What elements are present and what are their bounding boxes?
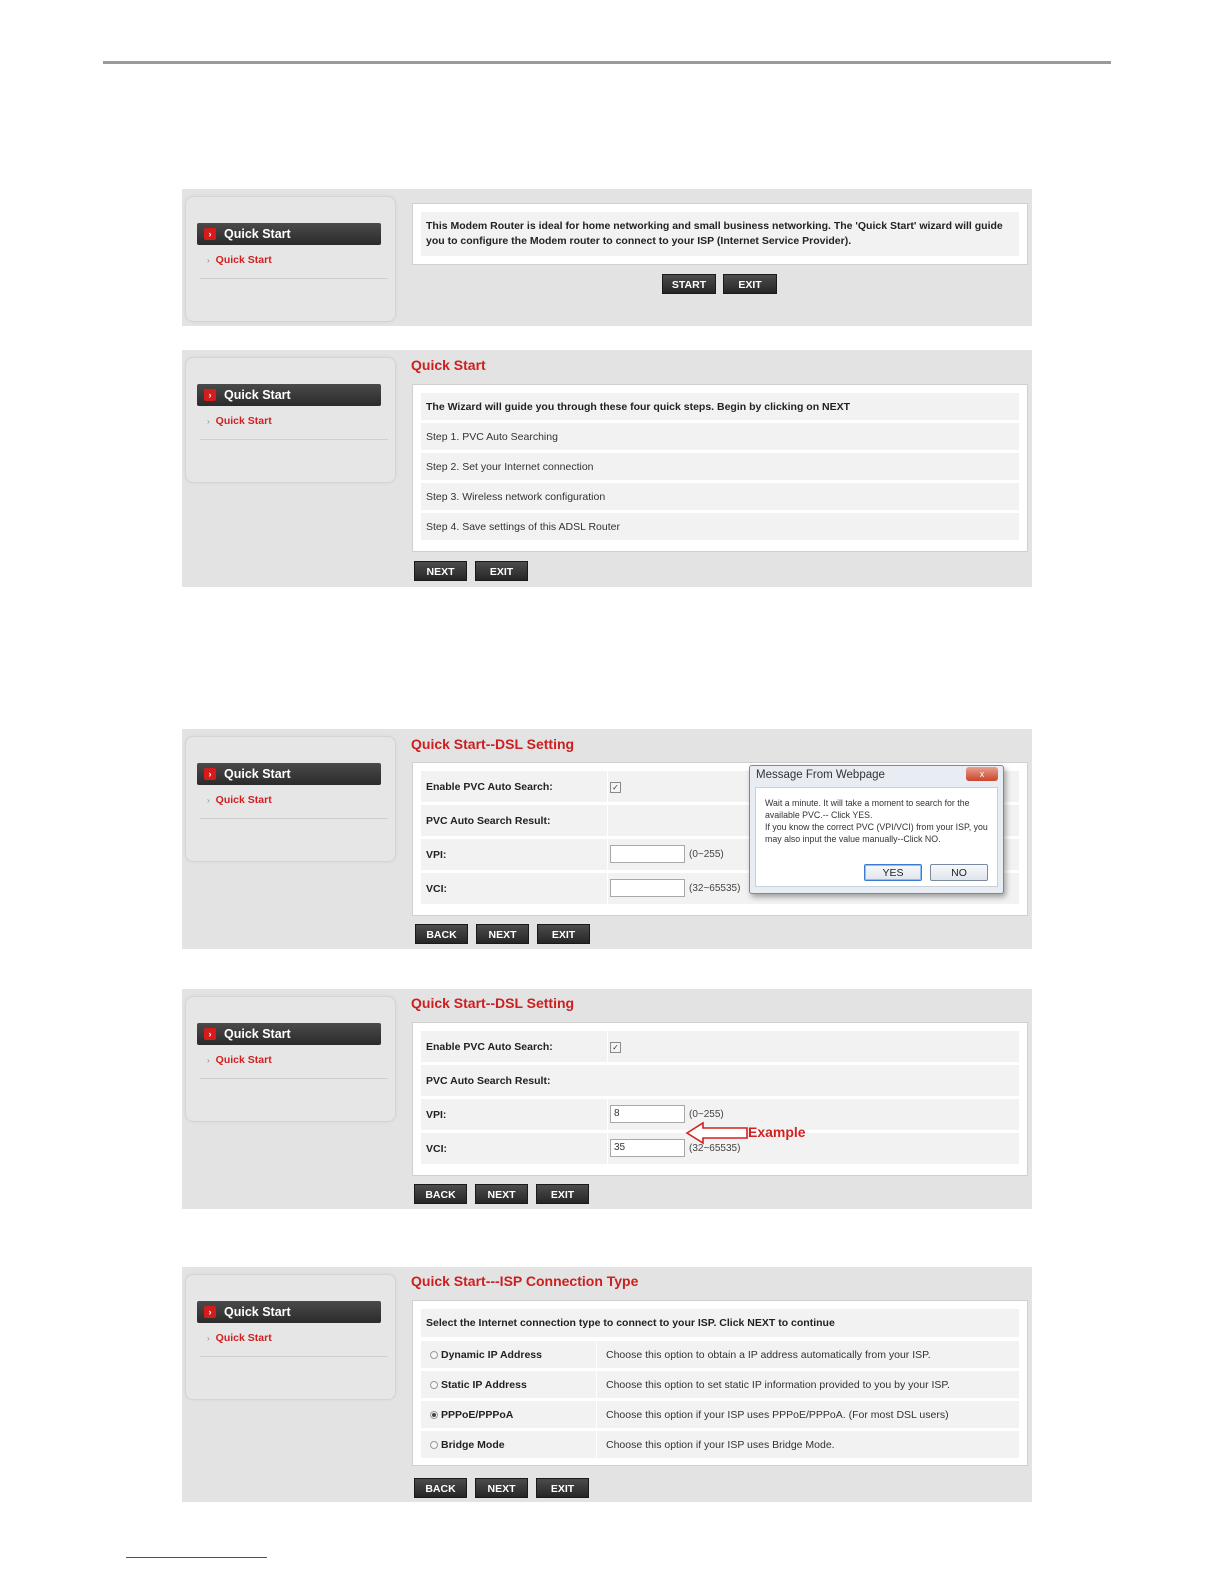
divider (607, 771, 608, 802)
screenshot-wizard-steps (182, 350, 1032, 587)
sidebar-item-quick-start[interactable] (207, 415, 272, 427)
option-description: Choose this option to obtain a IP address automatically from your ISP. (606, 1349, 931, 1361)
vpi-input[interactable] (610, 845, 685, 863)
chevron-right-icon: › (204, 389, 216, 401)
exit-button[interactable]: EXIT (475, 561, 528, 581)
screenshot-welcome (182, 189, 1032, 326)
sidebar-item-label: Quick Start (215, 254, 272, 266)
radio-bridge-mode[interactable] (430, 1441, 438, 1449)
steps-heading: The Wizard will guide you through these four quick steps. Begin by clicking on NEXT (426, 401, 851, 413)
option-label: Static IP Address (441, 1379, 527, 1391)
pvc-result-row (421, 1065, 1019, 1096)
exit-button[interactable]: EXIT (536, 1184, 589, 1204)
vci-input[interactable]: 35 (610, 1139, 685, 1157)
enable-pvc-checkbox[interactable]: ✓ (610, 782, 621, 793)
footer-link-underline[interactable] (126, 1557, 267, 1558)
sidebar-item-label: Quick Start (215, 794, 272, 806)
dialog-body (755, 787, 998, 887)
divider (596, 1401, 597, 1428)
arrow-icon: › (207, 417, 210, 426)
back-button[interactable]: BACK (414, 1184, 467, 1204)
next-button[interactable]: NEXT (476, 924, 529, 944)
steps-panel (412, 384, 1028, 552)
sidebar (185, 736, 396, 862)
sidebar-header-label: Quick Start (224, 388, 291, 402)
top-rule (103, 61, 1111, 64)
chevron-right-icon: › (204, 1306, 216, 1318)
pvc-result-label: PVC Auto Search Result: (426, 1075, 551, 1087)
dialog-message-line: If you know the correct PVC (VPI/VCI) from your ISP, you may also input the value manually--Click NO. (765, 822, 988, 844)
sidebar-header-label: Quick Start (224, 227, 291, 241)
step-text: Step 3. Wireless network configuration (426, 491, 606, 503)
isp-heading: Select the Internet connection type to connect to your ISP. Click NEXT to continue (426, 1317, 835, 1329)
table-row (421, 1401, 1019, 1428)
exit-button[interactable]: EXIT (537, 924, 590, 944)
vci-label: VCI: (426, 883, 447, 895)
divider (596, 1431, 597, 1458)
sidebar-header[interactable] (197, 223, 381, 245)
example-arrow-icon (685, 1121, 755, 1145)
dialog-title: Message From Webpage (756, 769, 885, 781)
divider (607, 1133, 608, 1164)
page-title: Quick Start (411, 357, 486, 373)
option-label: Bridge Mode (441, 1439, 505, 1451)
list-item (421, 423, 1019, 450)
vpi-input[interactable]: 8 (610, 1105, 685, 1123)
chevron-right-icon: › (204, 1028, 216, 1040)
vci-input[interactable] (610, 879, 685, 897)
sidebar-header-label: Quick Start (224, 1027, 291, 1041)
divider (200, 278, 388, 279)
sidebar-header[interactable] (197, 1301, 381, 1323)
enable-pvc-checkbox[interactable]: ✓ (610, 1042, 621, 1053)
dialog-message-line: Wait a minute. It will take a moment to search for the available PVC.-- Click YES. (765, 798, 970, 820)
divider (607, 873, 608, 904)
sidebar-item-quick-start[interactable] (207, 254, 272, 266)
vpi-label: VPI: (426, 849, 447, 861)
divider (200, 1078, 388, 1079)
dialog-message (765, 797, 991, 845)
enable-pvc-row (421, 1031, 1019, 1062)
enable-pvc-label: Enable PVC Auto Search: (426, 781, 553, 793)
sidebar-item-quick-start[interactable] (207, 1332, 272, 1344)
arrow-icon: › (207, 796, 210, 805)
arrow-icon: › (207, 1334, 210, 1343)
sidebar (185, 196, 396, 322)
table-row (421, 1341, 1019, 1368)
exit-button[interactable]: EXIT (723, 274, 777, 294)
divider (607, 805, 608, 836)
divider (200, 439, 388, 440)
divider (607, 1031, 608, 1062)
screenshot-dsl-setting-dialog (182, 729, 1032, 949)
list-item (421, 483, 1019, 510)
screenshot-isp-connection-type (182, 1267, 1032, 1502)
list-item (421, 513, 1019, 540)
sidebar-header[interactable] (197, 384, 381, 406)
exit-button[interactable]: EXIT (536, 1478, 589, 1498)
vpi-range: (0~255) (689, 1109, 724, 1120)
close-icon[interactable]: x (966, 767, 998, 781)
back-button[interactable]: BACK (415, 924, 468, 944)
next-button[interactable]: NEXT (414, 561, 467, 581)
option-label: Dynamic IP Address (441, 1349, 542, 1361)
list-item (421, 453, 1019, 480)
sidebar-header-label: Quick Start (224, 1305, 291, 1319)
sidebar-header[interactable] (197, 1023, 381, 1045)
next-button[interactable]: NEXT (475, 1184, 528, 1204)
back-button[interactable]: BACK (414, 1478, 467, 1498)
sidebar (185, 357, 396, 483)
vpi-label: VPI: (426, 1109, 447, 1121)
divider (200, 1356, 388, 1357)
dsl-panel (412, 1022, 1028, 1176)
vci-range: (32~65535) (689, 1143, 741, 1154)
vci-label: VCI: (426, 1143, 447, 1155)
sidebar-item-quick-start[interactable] (207, 1054, 272, 1066)
steps-heading-row (421, 393, 1019, 420)
start-button[interactable]: START (662, 274, 716, 294)
enable-pvc-label: Enable PVC Auto Search: (426, 1041, 553, 1053)
vci-range: (32~65535) (689, 883, 741, 894)
divider (596, 1341, 597, 1368)
screenshot-dsl-setting-example (182, 989, 1032, 1209)
table-row (421, 1371, 1019, 1398)
page-title: Quick Start--DSL Setting (411, 995, 575, 1011)
sidebar-header[interactable] (197, 763, 381, 785)
radio-pppoe[interactable] (430, 1411, 438, 1419)
divider (607, 1099, 608, 1130)
message-dialog (749, 765, 1004, 894)
pvc-result-label: PVC Auto Search Result: (426, 815, 551, 827)
sidebar-item-quick-start[interactable] (207, 794, 272, 806)
sidebar-item-label: Quick Start (215, 1054, 272, 1066)
example-annotation: Example (748, 1124, 806, 1140)
option-description: Choose this option if your ISP uses Bridge Mode. (606, 1439, 835, 1451)
sidebar (185, 1274, 396, 1400)
intro-panel (412, 203, 1028, 265)
divider (596, 1371, 597, 1398)
divider (200, 818, 388, 819)
step-text: Step 2. Set your Internet connection (426, 461, 594, 473)
sidebar-item-label: Quick Start (215, 415, 272, 427)
step-text: Step 4. Save settings of this ADSL Router (426, 521, 620, 533)
vpi-range: (0~255) (689, 849, 724, 860)
step-text: Step 1. PVC Auto Searching (426, 431, 558, 443)
option-label: PPPoE/PPPoA (441, 1409, 514, 1421)
option-description: Choose this option if your ISP uses PPPoE/PPPoA. (For most DSL users) (606, 1409, 949, 1421)
sidebar (185, 996, 396, 1122)
chevron-right-icon: › (204, 768, 216, 780)
no-button[interactable]: NO (930, 864, 988, 881)
table-row (421, 1431, 1019, 1458)
arrow-icon: › (207, 256, 210, 265)
isp-heading-row (421, 1309, 1019, 1337)
next-button[interactable]: NEXT (475, 1478, 528, 1498)
yes-button[interactable]: YES (864, 864, 922, 881)
page-title: Quick Start---ISP Connection Type (411, 1273, 639, 1289)
intro-text: This Modem Router is ideal for home networking and small business networking. The 'Quick Start' wizard will guide you to configure the Modem router to connect to your ISP (Internet Service Provider). (426, 220, 1003, 247)
isp-panel (412, 1300, 1028, 1466)
intro-row (421, 212, 1019, 256)
arrow-icon: › (207, 1056, 210, 1065)
sidebar-item-label: Quick Start (215, 1332, 272, 1344)
chevron-right-icon: › (204, 228, 216, 240)
option-description: Choose this option to set static IP information provided to you by your ISP. (606, 1379, 950, 1391)
radio-dynamic-ip[interactable] (430, 1351, 438, 1359)
divider (607, 839, 608, 870)
page-title: Quick Start--DSL Setting (411, 736, 575, 752)
sidebar-header-label: Quick Start (224, 767, 291, 781)
radio-static-ip[interactable] (430, 1381, 438, 1389)
